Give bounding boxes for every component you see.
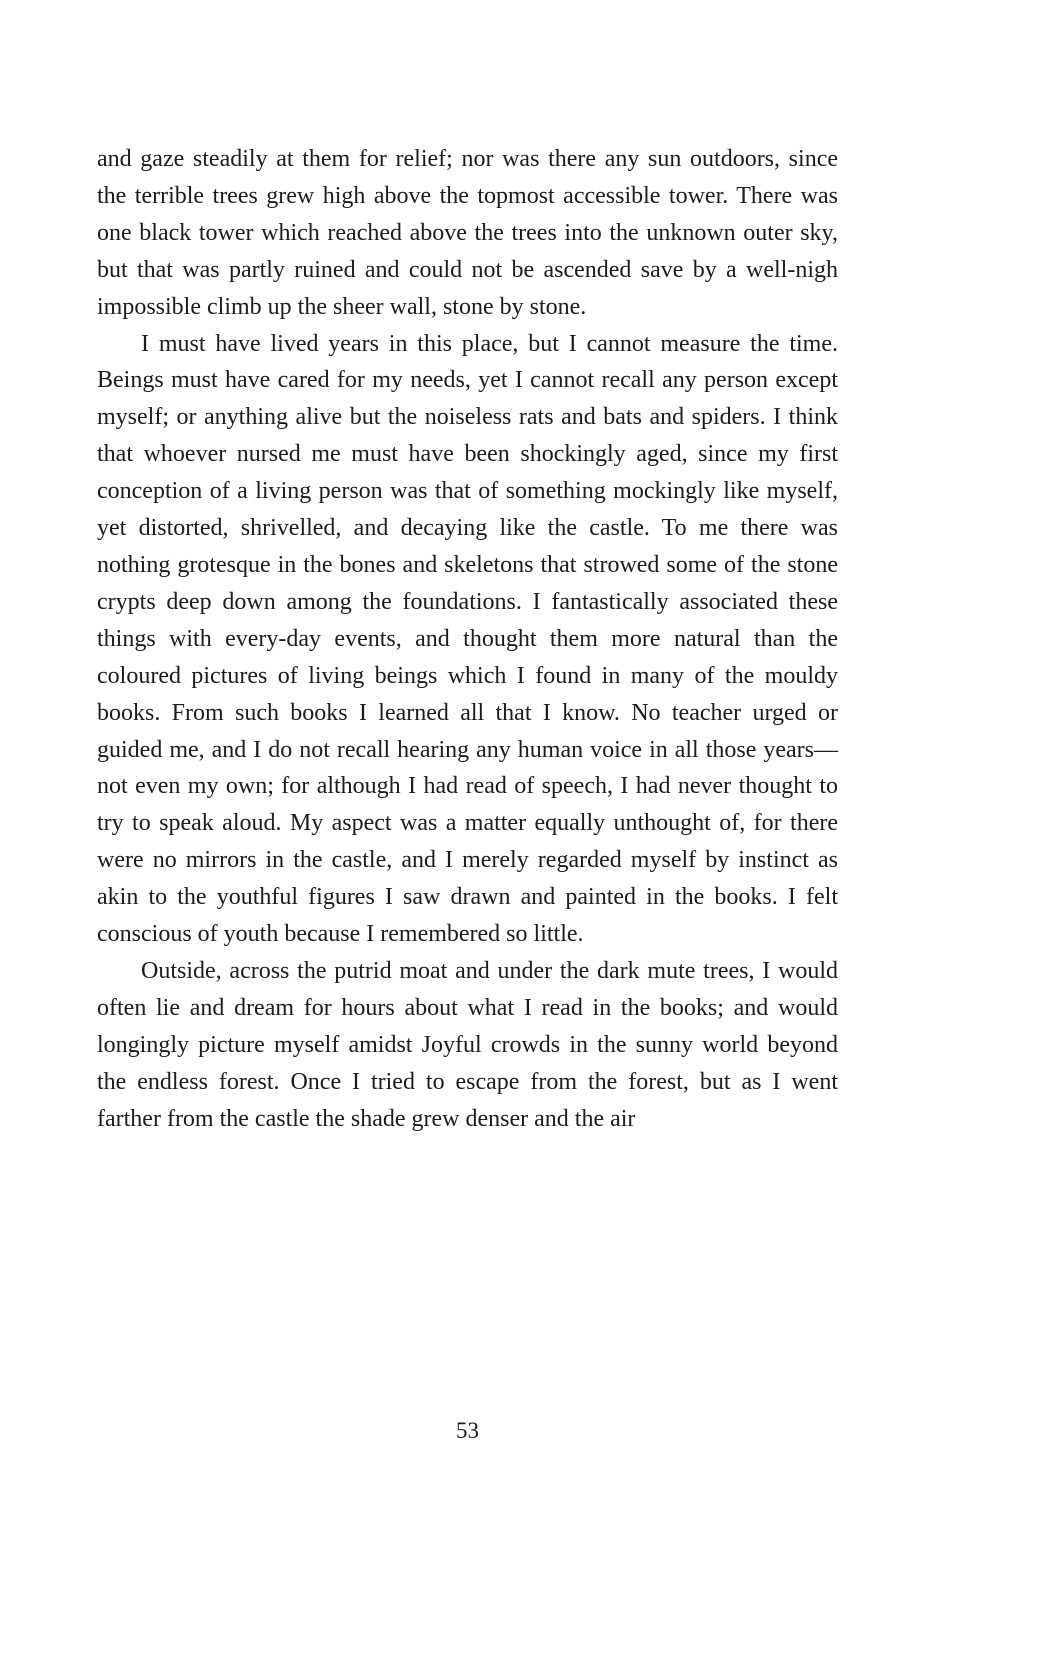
paragraph-continuation: and gaze steadily at them for relief; nor was there any sun outdoors, since the terrible trees grew high above the topmost accessible tower. There was one black tower which reached above the trees into the unknown outer sky, but that was partly ruined and could not be ascended save by a well-nigh impossible climb up the sheer wall, stone by stone. xyxy=(97,146,838,320)
page-text xyxy=(97,141,838,1137)
paragraph: I must have lived years in this place, but I cannot measure the time. Beings must have cared for my needs, yet I cannot recall any person except myself; or anything alive but the noiseless rats and bats and spiders. I think that whoever nursed me must have been shockingly aged, since my first conception of a living person was that of something mockingly like myself, yet distorted, shrivelled, and decaying like the castle. To me there was nothing grotesque in the bones and skeletons that strowed some of the stone crypts deep down among the foundations. I fantastically associated these things with every-day events, and thought them more natural than the coloured pictures of living beings which I found in many of the mouldy books. From such books I learned all that I know. No teacher urged or guided me, and I do not recall hearing any human voice in all those years—not even my own; for although I had read of speech, I had never thought to try to speak aloud. My aspect was a matter equally unthought of, for there were no mirrors in the castle, and I merely regarded myself by instinct as akin to the youthful figures I saw drawn and painted in the books. I felt conscious of youth because I remembered so little. xyxy=(97,330,838,948)
page-number: 53 xyxy=(456,1418,479,1443)
paragraph: Outside, across the putrid moat and under the dark mute trees, I would often lie and dream for hours about what I read in the books; and would longingly picture myself amidst Joyful crowds in the sunny world beyond the endless forest. Once I tried to escape from the forest, but as I went farther from the castle the shade grew denser and the air xyxy=(97,957,838,1132)
